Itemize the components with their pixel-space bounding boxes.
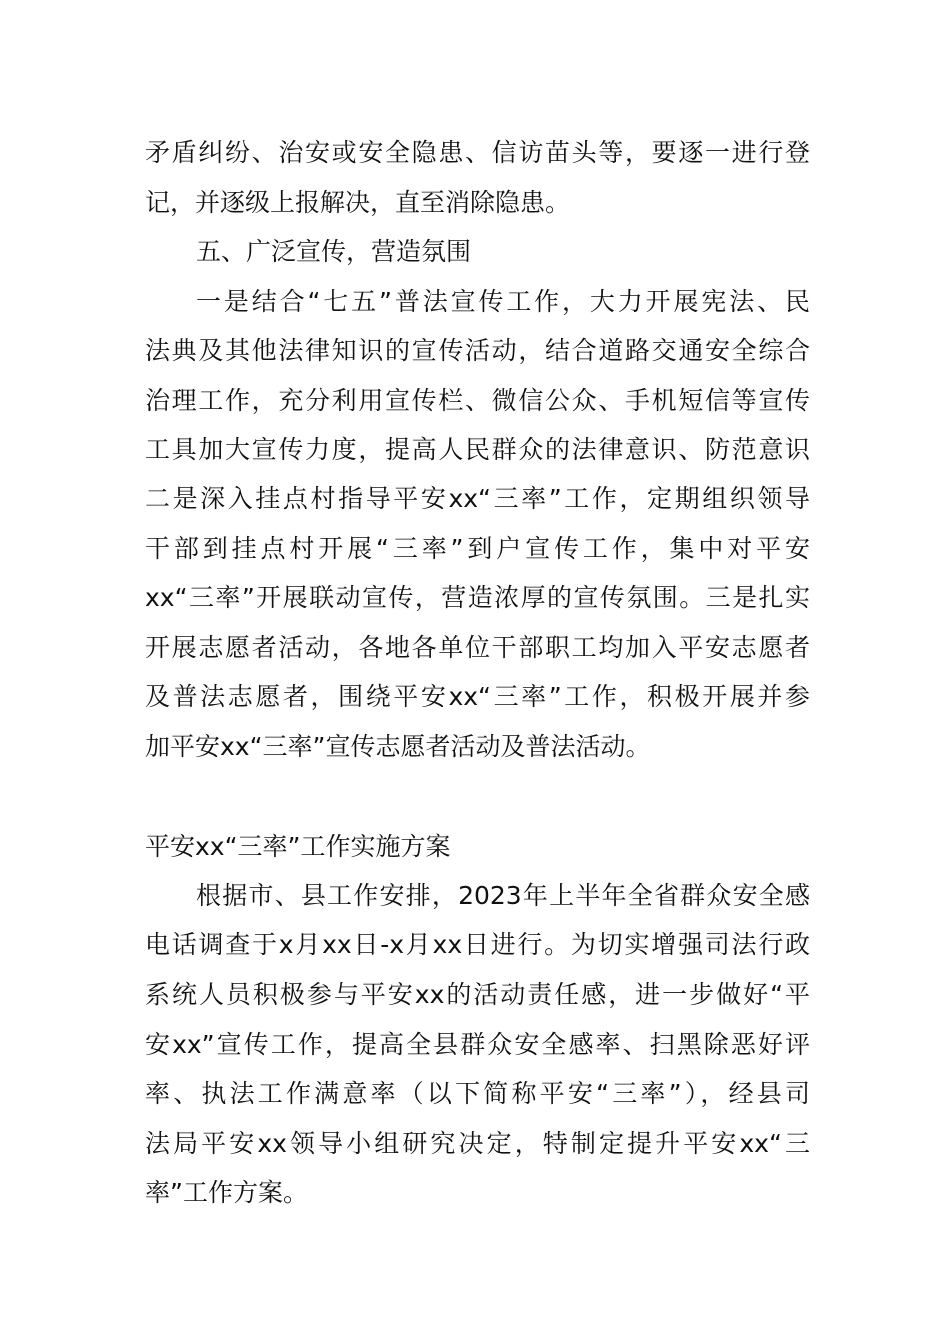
paragraph-line: 率”工作方案。 bbox=[145, 1178, 308, 1207]
paragraph-line: 率、执法工作满意率（以下简称平安“三率”），经县司 bbox=[145, 1079, 810, 1108]
paragraph-line: 治理工作，充分利用宣传栏、微信公众、手机短信等宣传 bbox=[145, 386, 810, 415]
paragraph-line: 开展志愿者活动，各地各单位干部职工均加入平安志愿者 bbox=[145, 633, 810, 662]
paragraph-line: 安xx”宣传工作，提高全县群众安全感率、扫黑除恶好评 bbox=[145, 1030, 810, 1059]
paragraph-line: 根据市、县工作安排，2023年上半年全省群众安全感 bbox=[196, 881, 810, 910]
paragraph-line: 系统人员积极参与平安xx的活动责任感，进一步做好“平 bbox=[145, 980, 810, 1009]
paragraph-line: 干部到挂点村开展“三率”到户宣传工作，集中对平安 bbox=[145, 534, 810, 563]
paragraph-line: xx“三率”开展联动宣传，营造浓厚的宣传氛围。三是扎实 bbox=[145, 583, 810, 612]
section-heading: 五、广泛宣传，营造氛围 bbox=[196, 237, 472, 266]
paragraph-line: 二是深入挂点村指导平安xx“三率”工作，定期组织领导 bbox=[145, 484, 810, 513]
paragraph-line: 一是结合“七五”普法宣传工作，大力开展宪法、民 bbox=[196, 287, 810, 316]
paragraph-line: 矛盾纠纷、治安或安全隐患、信访苗头等，要逐一进行登 bbox=[145, 138, 810, 167]
paragraph-line: 法局平安xx领导小组研究决定，特制定提升平安xx“三 bbox=[145, 1129, 810, 1158]
paragraph-line: 电话调查于x月xx日-x月xx日进行。为切实增强司法行政 bbox=[145, 930, 810, 959]
paragraph-line: 工具加大宣传力度，提高人民群众的法律意识、防范意识 bbox=[145, 435, 810, 464]
paragraph-line: 记，并逐级上报解决，直至消除隐患。 bbox=[145, 188, 571, 217]
paragraph-line: 加平安xx“三率”宣传志愿者活动及普法活动。 bbox=[145, 732, 651, 761]
paragraph-line: 及普法志愿者，围绕平安xx“三率”工作，积极开展并参 bbox=[145, 682, 810, 711]
document-title: 平安xx“三率”工作实施方案 bbox=[145, 832, 451, 861]
paragraph-line: 法典及其他法律知识的宣传活动，结合道路交通安全综合 bbox=[145, 336, 810, 365]
